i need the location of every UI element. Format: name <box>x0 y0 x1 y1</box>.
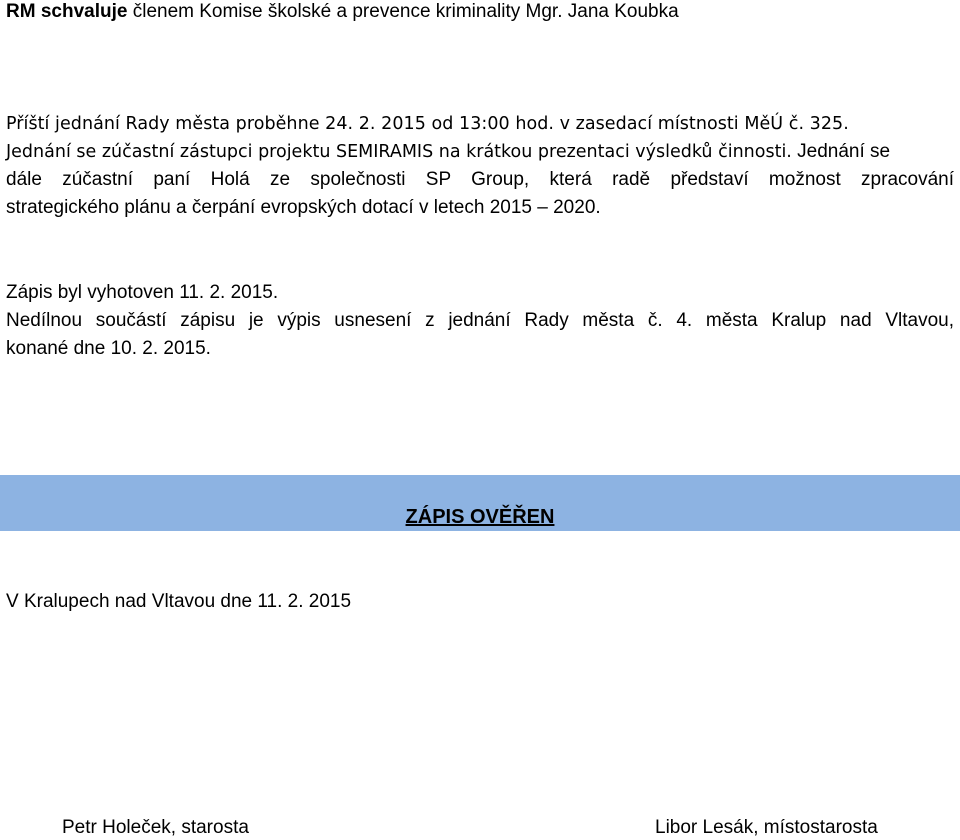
next-meeting-line-4: strategického plánu a čerpání evropských dotací v letech 2015 – 2020. <box>6 197 601 218</box>
second-guest-intro: Jednání se <box>791 141 891 162</box>
minutes-prepared: Zápis byl vyhotoven 11. 2. 2015. <box>6 282 279 303</box>
next-meeting-line-3-text: dále zúčastní paní Holá ze společnosti SP Group, která radě představí možnost zpracování <box>6 169 954 190</box>
next-meeting-line-1: Příští jednání Rady města proběhne 24. 2. 2015 od 13:00 hod. v zasedací místnosti MěÚ č. 325. <box>6 114 849 134</box>
annex-line-2: konané dne 10. 2. 2015. <box>6 338 211 359</box>
resolution-lead: RM schvaluje <box>6 1 128 22</box>
resolution-text: členem Komise školské a prevence kriminality Mgr. Jana Koubka <box>127 1 679 22</box>
signature-mayor: Petr Holeček, starosta <box>62 817 249 838</box>
next-meeting-line-2 <box>6 140 890 164</box>
annex-line-1 <box>6 309 954 333</box>
verification-title: ZÁPIS OVĚŘEN <box>405 506 555 528</box>
signature-deputy: Libor Lesák, místostarosta <box>655 817 878 838</box>
annex-line-1-text: Nedílnou součástí zápisu je výpis usnesení z jednání Rady města č. 4. města Kralup nad Vltavou, <box>6 310 954 331</box>
semiramis-text: Jednání se zúčastní zástupci projektu SEMIRAMIS na krátkou prezentaci výsledků činnosti. <box>6 142 792 162</box>
resolution-line <box>6 0 679 24</box>
place-date: V Kralupech nad Vltavou dne 11. 2. 2015 <box>6 591 352 612</box>
next-meeting-line-3 <box>6 168 954 192</box>
